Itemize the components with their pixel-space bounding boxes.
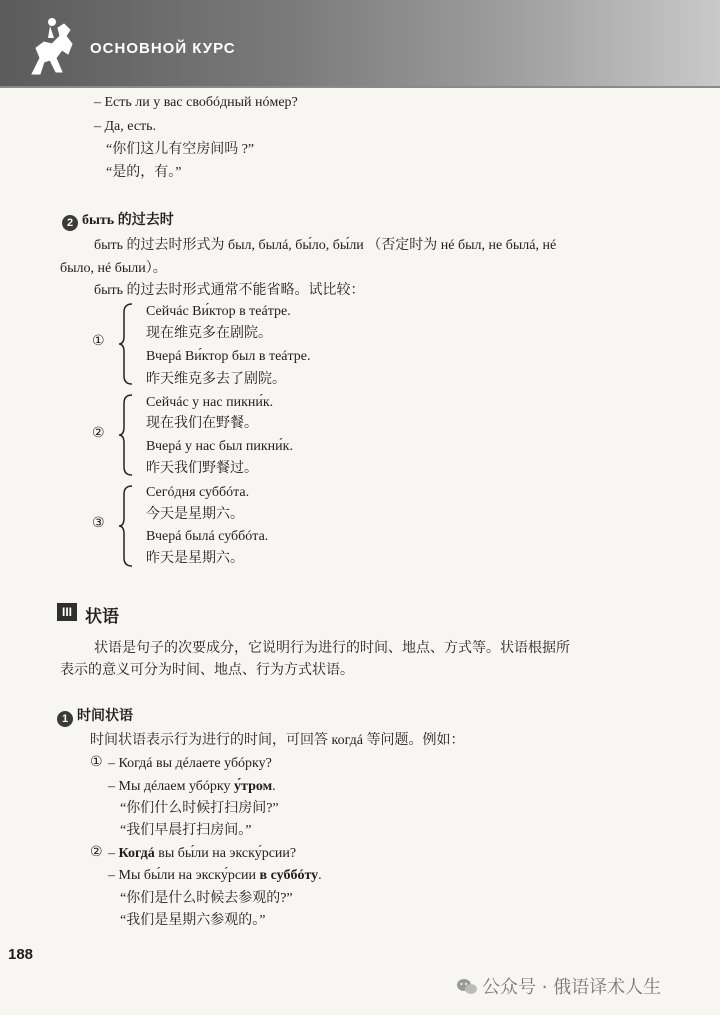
example-question: – Когдá вы бы́ли на экску́рсии? — [108, 846, 297, 861]
dialog-translation: “你们这儿有空房间吗 ?” — [106, 142, 255, 157]
section-number-badge: 2 — [62, 215, 78, 231]
section-title: быть 的过去时 — [82, 213, 174, 228]
example-line: Сейчáс у нас пикни́к. — [146, 395, 274, 410]
example-line: Вчерá у нас был пикни́к. — [146, 439, 293, 454]
example-translation: “我们早晨打扫房间。” — [120, 823, 252, 838]
paragraph: 状语是句子的次要成分，它说明行为进行的时间、地点、方式等。状语根据所 — [94, 641, 570, 656]
horse-rider-logo-icon — [22, 14, 82, 80]
paragraph: быть 的过去时形式为 был, былá, бы́ло, бы́ли （否定时为 нé был, не былá, нé — [94, 238, 557, 253]
page-number: 188 — [8, 946, 34, 963]
brace-icon — [118, 302, 136, 386]
example-number: ① — [92, 333, 105, 349]
example-line: 今天是星期六。 — [146, 507, 244, 522]
example-line: 现在维克多在剧院。 — [146, 326, 272, 341]
dialog-line: – Да, есть. — [94, 119, 157, 134]
example-number: ② — [92, 425, 105, 441]
paragraph: 表示的意义可分为时间、地点、行为方式状语。 — [60, 663, 354, 678]
example-answer: – Мы дéлаем убóрку у́тром. — [108, 779, 276, 794]
example-question: – Когдá вы дéлаете убóрку? — [108, 756, 272, 771]
brace-icon — [118, 484, 136, 568]
example-line: Сейчáс Ви́ктор в теáтре. — [146, 304, 291, 319]
example-line: 昨天是星期六。 — [146, 551, 244, 566]
section-heading-adverbial: 状语 — [85, 607, 119, 626]
example-number: ② — [90, 844, 103, 860]
example-line: Вчерá былá суббóта. — [146, 529, 269, 544]
watermark — [456, 973, 661, 999]
dialog-translation: “是的，有。” — [106, 165, 182, 180]
subsection-heading-time — [57, 705, 133, 727]
paragraph: было, нé были）。 — [60, 261, 167, 276]
example-number: ① — [90, 754, 103, 770]
example-line: 现在我们在野餐。 — [146, 416, 258, 431]
example-number: ③ — [92, 515, 105, 531]
example-translation: “你们是什么时候去参观的?” — [120, 891, 293, 906]
brace-icon — [118, 393, 136, 477]
dialog-line: – Есть ли у вас свобóдный нóмер? — [94, 95, 298, 110]
subsection-title: 时间状语 — [77, 709, 133, 724]
example-translation: “你们什么时候打扫房间?” — [120, 801, 279, 816]
paragraph: быть 的过去时形式通常不能省略。试比较： — [94, 283, 365, 298]
example-answer: – Мы бы́ли на экску́рсии в суббóту. — [108, 868, 322, 883]
example-line: Вчерá Ви́ктор был в теáтре. — [146, 349, 311, 364]
example-line: Сегóдня суббóта. — [146, 485, 250, 500]
example-line: 昨天维克多去了剧院。 — [146, 372, 286, 387]
example-translation: “我们是星期六参观的。” — [120, 913, 266, 928]
wechat-icon — [456, 978, 478, 996]
subsection-number-badge: 1 — [57, 711, 73, 727]
paragraph: 时间状语表示行为进行的时间，可回答 когдá 等问题。例如： — [90, 733, 465, 748]
header-title: ОСНОВНОЙ КУРС — [90, 40, 236, 57]
roman-numeral-badge: III — [57, 603, 77, 621]
section-heading-byt — [62, 209, 174, 231]
watermark-text: 公众号 · 俄语译术人生 — [482, 977, 662, 998]
example-line: 昨天我们野餐过。 — [146, 461, 258, 476]
